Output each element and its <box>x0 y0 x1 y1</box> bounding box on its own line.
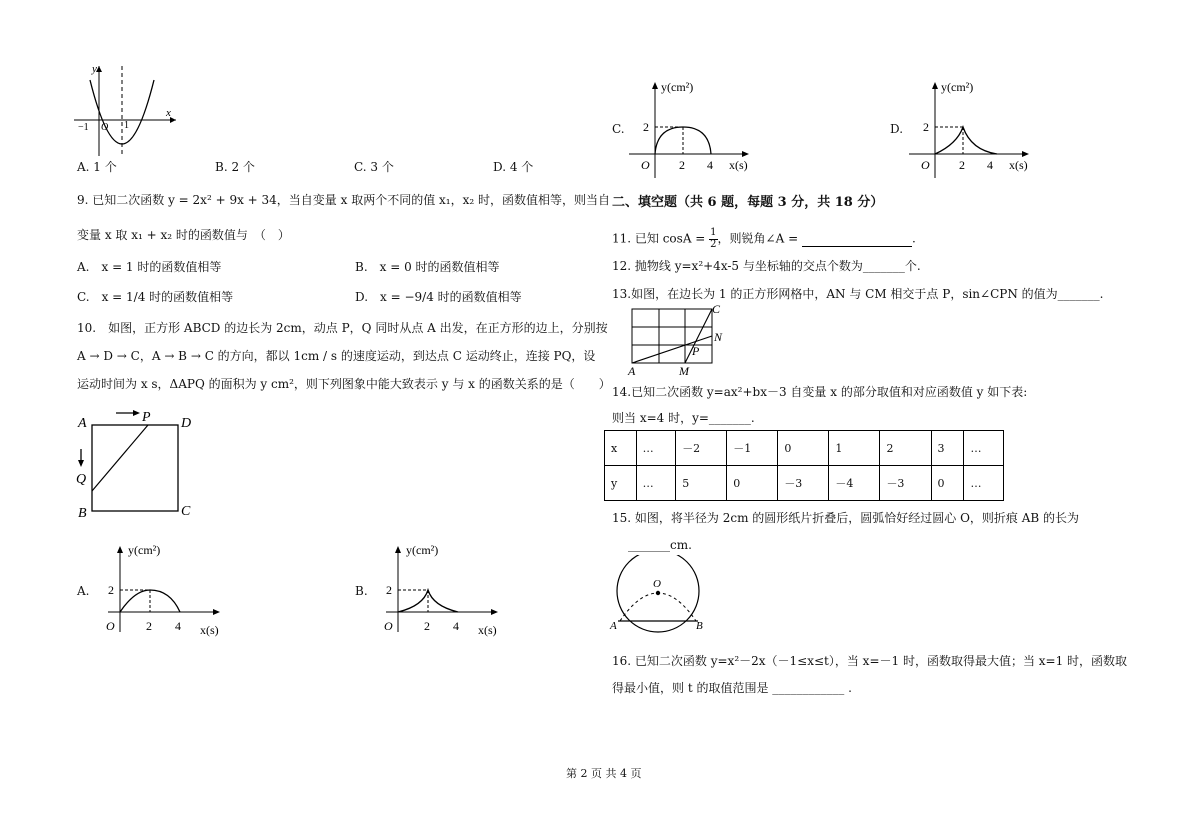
table-cell: －1 <box>727 431 778 466</box>
table-cell: －4 <box>829 466 880 501</box>
table-cell: … <box>636 466 676 501</box>
table-cell: 0 <box>778 431 829 466</box>
graph-a-x2: 2 <box>146 619 152 633</box>
graph-c-origin: O <box>641 158 650 172</box>
q13-text: 13.如图，在边长为 1 的正方形网格中，AN 与 CM 相交于点 P，sin∠CPN 的值为_______. <box>612 287 1104 301</box>
graph-a-letter: A. <box>77 584 90 598</box>
table-cell: 5 <box>676 466 727 501</box>
grid-label-p: P <box>692 344 700 358</box>
q14-text2: 则当 x=4 时，y=_______. <box>612 411 755 425</box>
table-cell: 2 <box>880 431 931 466</box>
graph-d-letter: D. <box>890 122 904 136</box>
table-row-x <box>605 431 1004 466</box>
q12-text: 12. 抛物线 y=x²+4x-5 与坐标轴的交点个数为_______个. <box>612 259 921 273</box>
q11-end: . <box>911 231 916 246</box>
q9-option-b: B. x = 0 时的函数值相等 <box>355 260 500 274</box>
table-cell: －2 <box>676 431 727 466</box>
q10-square-figure <box>72 405 202 520</box>
q11-fraction <box>709 228 717 250</box>
q14-text: 14.已知二次函数 y=ax²+bx－3 自变量 x 的部分取值和对应函数值 y 如下表: <box>612 385 1028 399</box>
table-cell: x <box>605 431 637 466</box>
graph-d-origin: O <box>921 158 930 172</box>
q14-value-table <box>604 430 1004 501</box>
circle-label-a: A <box>610 620 617 632</box>
q11-suffix: ，则锐角∠A = <box>717 231 799 246</box>
square-label-b: B <box>78 506 87 520</box>
graph-b-x-label: x(s) <box>478 623 497 637</box>
graph-c-y-label: y(cm²) <box>661 80 694 94</box>
q10-line3: 运动时间为 x s，ΔAPQ 的面积为 y cm²，则下列图象中能大致表示 y 与 x 的函数关系的是（ ） <box>77 377 611 391</box>
table-row-y <box>605 466 1004 501</box>
graph-d-x2: 2 <box>959 158 965 172</box>
graph-d-two: 2 <box>923 120 929 134</box>
graph-b-x4: 4 <box>453 619 459 633</box>
square-label-a: A <box>78 416 87 431</box>
table-cell: … <box>964 466 1004 501</box>
grid-label-n: N <box>714 330 723 344</box>
graph-b-origin: O <box>384 619 393 633</box>
q11-text <box>612 228 916 250</box>
graph-c-x-label: x(s) <box>729 158 748 172</box>
q8-option-d: D. 4 个 <box>493 160 534 174</box>
table-cell: y <box>605 466 637 501</box>
table-cell: 0 <box>931 466 964 501</box>
table-cell: 3 <box>931 431 964 466</box>
grid-label-m: M <box>679 364 689 378</box>
q10-line1: 10. 如图，正方形 ABCD 的边长为 2cm，动点 P，Q 同时从点 A 出发，在正方形的边上，分别按 <box>77 321 608 335</box>
graph-c-x4: 4 <box>707 158 713 172</box>
table-cell: －3 <box>880 466 931 501</box>
table-cell: 0 <box>727 466 778 501</box>
q8-option-b: B. 2 个 <box>215 160 255 174</box>
q11-numerator: 1 <box>710 227 717 238</box>
graph-c-x2: 2 <box>679 158 685 172</box>
graph-option-a <box>100 540 225 640</box>
section2-title: 二、填空题（共 6 题，每题 3 分，共 18 分） <box>612 195 884 210</box>
graph-d-x-label: x(s) <box>1009 158 1028 172</box>
graph-a-origin: O <box>106 619 115 633</box>
grid-label-a: A <box>628 364 636 378</box>
graph-option-b <box>378 540 503 640</box>
q9-option-d: D. x = −9/4 时的函数值相等 <box>355 290 522 304</box>
graph-option-d <box>905 74 1040 179</box>
table-cell: … <box>964 431 1004 466</box>
q15-line2: _______cm. <box>628 538 692 552</box>
q15-circle-figure <box>606 555 716 635</box>
q9-line1: 9. 已知二次函数 y = 2x² + 9x + 34，当自变量 x 取两个不同的值 x₁，x₂ 时，函数值相等，则当自 <box>77 193 610 207</box>
q8-x-label: x <box>166 107 171 119</box>
q8-neg1-label: −1 <box>78 122 89 133</box>
q10-line2: A → D → C，A → B → C 的方向，都以 1cm / s 的速度运动，到达点 C 运动终止，连接 PQ，设 <box>77 349 596 363</box>
q13-grid-figure <box>622 303 732 378</box>
graph-b-two: 2 <box>386 583 392 597</box>
circle-label-b: B <box>696 620 703 632</box>
q8-option-a: A. 1 个 <box>77 160 117 174</box>
q16-line1: 16. 已知二次函数 y=x²－2x（－1≤x≤t），当 x=－1 时，函数取得最大值；当 x=1 时，函数取 <box>612 654 1128 668</box>
square-label-p: P <box>142 410 151 425</box>
q9-line2: 变量 x 取 x₁ + x₂ 时的函数值与 （ ） <box>77 228 290 242</box>
grid-label-c: C <box>712 303 721 316</box>
square-label-d: D <box>181 416 192 431</box>
q11-prefix: 11. 已知 cosA = <box>612 231 710 246</box>
q9-option-a: A. x = 1 时的函数值相等 <box>77 260 222 274</box>
square-label-q: Q <box>76 472 87 487</box>
q16-line2: 得最小值，则 t 的取值范围是 ____________ . <box>612 681 852 695</box>
graph-d-y-label: y(cm²) <box>941 80 974 94</box>
graph-b-y-label: y(cm²) <box>406 543 439 557</box>
q8-y-label: y <box>92 63 97 75</box>
q11-answer-blank <box>802 232 912 247</box>
q8-parabola-graph <box>72 58 182 158</box>
graph-a-two: 2 <box>108 583 114 597</box>
table-cell: 1 <box>829 431 880 466</box>
graph-b-x2: 2 <box>424 619 430 633</box>
page-footer: 第 2 页 共 4 页 <box>566 767 642 780</box>
graph-c-letter: C. <box>612 122 625 136</box>
q15-line1: 15. 如图，将半径为 2cm 的圆形纸片折叠后，圆弧恰好经过圆心 O，则折痕 AB 的长为 <box>612 511 1080 525</box>
graph-c-two: 2 <box>643 120 649 134</box>
q8-one-label: 1 <box>124 120 129 131</box>
graph-b-letter: B. <box>355 584 368 598</box>
graph-a-x4: 4 <box>175 619 181 633</box>
square-label-c: C <box>181 504 191 519</box>
graph-a-x-label: x(s) <box>200 623 219 637</box>
circle-label-o: O <box>653 578 661 590</box>
q8-option-c: C. 3 个 <box>354 160 394 174</box>
table-cell: －3 <box>778 466 829 501</box>
table-cell: … <box>636 431 676 466</box>
q8-origin-label: O <box>101 122 109 133</box>
graph-a-y-label: y(cm²) <box>128 543 161 557</box>
graph-option-c <box>625 74 760 179</box>
graph-d-x4: 4 <box>987 158 993 172</box>
q9-option-c: C. x = 1/4 时的函数值相等 <box>77 290 234 304</box>
q11-denominator: 2 <box>710 238 717 250</box>
